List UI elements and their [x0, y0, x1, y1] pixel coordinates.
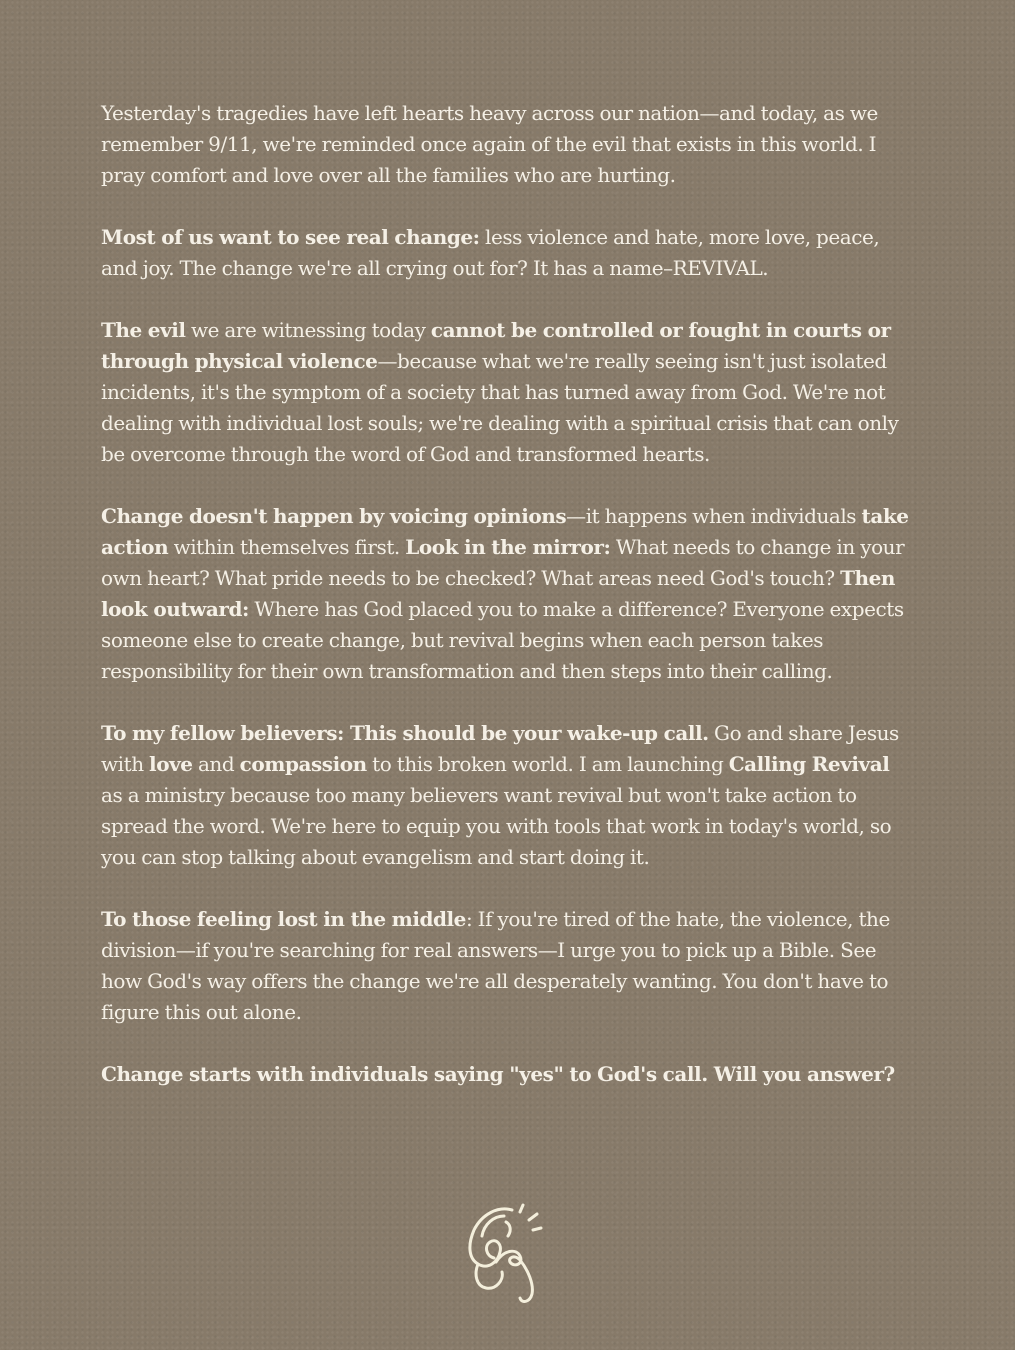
- text-span: we are witnessing today: [185, 318, 431, 342]
- bold-phrase: Change doesn't happen by voicing opinions: [101, 504, 567, 528]
- paragraph-real-change: [101, 222, 913, 284]
- text-span: as a ministry because too many believers want revival but won't take action to spread the word. We're here to equip you with tools that work in today's world, so you can stop talking about evangelism and start doing it.: [101, 783, 892, 869]
- bold-phrase: The evil: [101, 318, 186, 342]
- calling-revival-logo: [460, 1200, 556, 1312]
- bold-phrase: Calling Revival: [728, 752, 890, 776]
- text-span: : If you're tired of the hate, the violence, the division—if you're searching for real answers—I urge you to pick up a Bible. See how God's way offers the change we're all desperately wanting. You don't have to figure this out alone.: [101, 907, 890, 1024]
- bold-phrase: Change starts with individuals saying "yes" to God's call. Will you answer?: [101, 1062, 895, 1086]
- text-span: —because what we're really seeing isn't just isolated incidents, it's the symptom of a society that has turned away from God. We're not dealing with individual lost souls; we're dealing with a spiritual crisis that can only be overcome through the word of God and transformed hearts.: [101, 349, 899, 466]
- text-span: —it happens when individuals: [566, 504, 862, 528]
- bold-phrase: To my fellow believers: This should be your wake-up call.: [101, 721, 709, 745]
- bold-phrase: To those feeling lost in the middle: [101, 907, 466, 931]
- text-span: Go and share Jesus with: [101, 721, 899, 776]
- paragraph-change-action: [101, 501, 913, 687]
- text-span: and: [192, 752, 240, 776]
- bold-phrase: take action: [101, 504, 909, 559]
- bold-phrase: compassion: [239, 752, 367, 776]
- text-span: Where has God placed you to make a difference? Everyone expects someone else to create change, but revival begins when each person takes responsibility for their own transformation and then steps into their calling.: [101, 597, 904, 683]
- text-span: within themselves first.: [168, 535, 406, 559]
- text-span: to this broken world. I am launching: [366, 752, 729, 776]
- bold-phrase: cannot be controlled or fought in courts or through physical violence: [101, 318, 891, 373]
- paragraph-closing-call: [101, 1059, 913, 1090]
- text-span: What needs to change in your own heart? What pride needs to be checked? What areas need God's touch?: [101, 535, 905, 590]
- paragraph-the-evil: [101, 315, 913, 470]
- bold-phrase: love: [149, 752, 193, 776]
- paragraph-lost-in-middle: [101, 904, 913, 1028]
- bold-phrase: Then look outward:: [101, 566, 895, 621]
- bold-phrase: Most of us want to see real change:: [101, 225, 480, 249]
- calling-revival-monogram-icon: [460, 1200, 556, 1312]
- text-span: Yesterday's tragedies have left hearts heavy across our nation—and today, as we remember 9/11, we're reminded once again of the evil that exists in this world. I pray comfort and love over all the families who are hurting.: [101, 101, 878, 187]
- paragraph-fellow-believers: [101, 718, 913, 873]
- paragraph-intro: [101, 98, 913, 191]
- text-span: less violence and hate, more love, peace, and joy. The change we're all crying out for? It has a name–REVIVAL.: [101, 225, 880, 280]
- post-body: [101, 98, 913, 1121]
- bold-phrase: Look in the mirror:: [405, 535, 611, 559]
